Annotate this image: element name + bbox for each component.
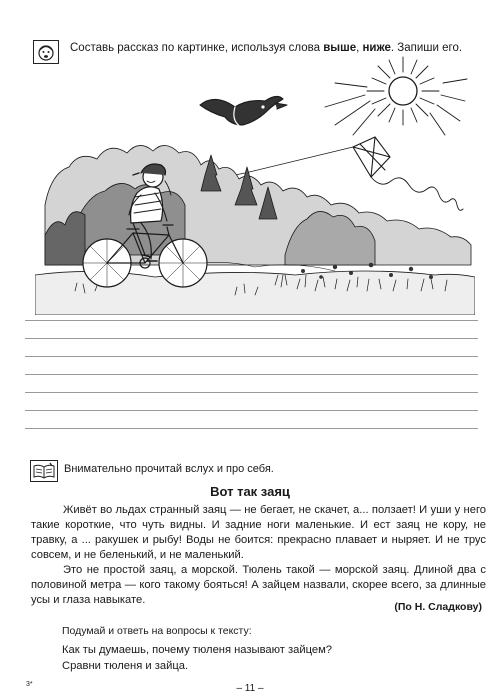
question-2: Сравни тюленя и зайца. xyxy=(62,660,189,672)
question-1: Как ты думаешь, почему тюленя называют зайцем? xyxy=(62,644,333,656)
writing-line xyxy=(25,338,478,339)
task1-word-lower: ниже xyxy=(362,42,391,54)
story-author: (По Н. Сладкову) xyxy=(394,601,482,613)
writing-line xyxy=(25,374,478,375)
writing-line xyxy=(25,428,478,429)
task1-word-higher: выше xyxy=(323,42,357,54)
sun-icon xyxy=(325,57,467,135)
story-title: Вот так заяц xyxy=(210,484,290,499)
questions-intro: Подумай и ответь на вопросы к тексту: xyxy=(62,625,252,637)
corner-mark: 3* xyxy=(26,681,33,688)
open-book-icon xyxy=(30,460,58,482)
story-paragraph-1: Живёт во льдах странный заяц — не бегает, не скачет, а... ползает! И уши у него такие короткие, что чуть видны. И задние ноги маленькие. И ест заяц не кору, не травку, а ... ракушек и рыбу! Воды не боится: прекрасно плавает и ныряет. И не трус совсем, и не беленький, и не маленький. xyxy=(31,504,486,561)
story-text xyxy=(31,503,486,608)
task1-text-before: Составь рассказ по картинке, используя слова xyxy=(70,42,324,54)
answer-writing-lines xyxy=(25,320,478,446)
writing-line xyxy=(25,392,478,393)
page-number: – 11 – xyxy=(236,683,264,694)
writing-line xyxy=(25,356,478,357)
bird-icon xyxy=(200,96,287,127)
task1-instruction xyxy=(70,41,462,55)
task1-text-after: . Запиши его. xyxy=(390,42,463,54)
task2-instruction: Внимательно прочитай вслух и про себя. xyxy=(64,463,274,475)
boy-bicycle-kite-illustration xyxy=(35,55,475,315)
writing-line xyxy=(25,320,478,321)
task1-separator: , xyxy=(356,42,363,54)
story-paragraph-2: Это не простой заяц, а морской. Тюлень такой — морской заяц. Длиной два с половиной метра — кого такому бояться! А зайцем назвали, скорее всего, за длинные усы и глаза навыкате. xyxy=(31,564,486,606)
writing-line xyxy=(25,410,478,411)
